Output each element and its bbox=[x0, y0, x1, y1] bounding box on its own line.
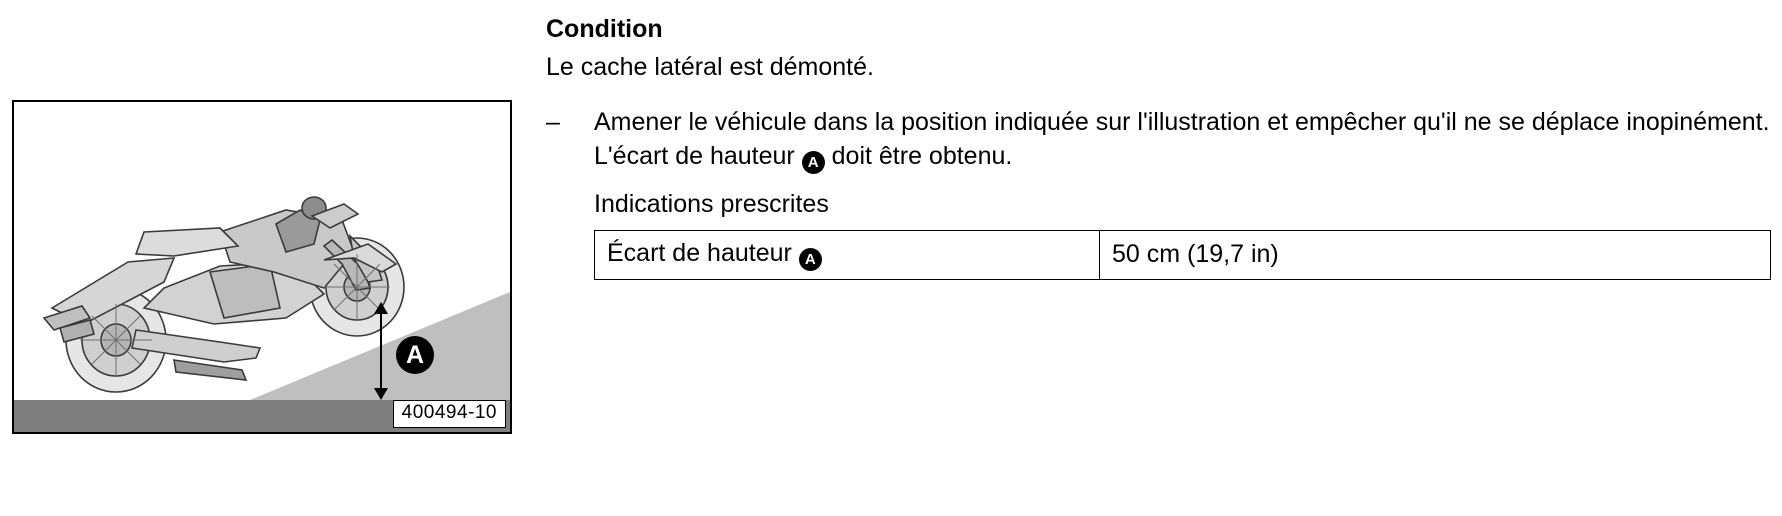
instruction-text-part2: doit être obtenu. bbox=[824, 141, 1013, 170]
table-label-text: Écart de hauteur bbox=[607, 239, 799, 267]
arrow-shaft bbox=[380, 310, 382, 392]
figure-inner bbox=[14, 102, 510, 432]
table-row bbox=[595, 231, 1771, 280]
specification-table bbox=[594, 230, 1771, 280]
table-callout-a: A bbox=[799, 248, 822, 271]
figure-panel bbox=[12, 100, 512, 434]
figure-id-label: 400494-10 bbox=[393, 400, 506, 428]
figure-callout-a: A bbox=[396, 336, 434, 374]
instruction-text-part1: Amener le véhicule dans la position indiquée sur l'illustration et empêcher qu'il ne se déplace inopinément. L'écart de hauteur bbox=[594, 107, 1770, 170]
instruction-text bbox=[594, 106, 1771, 174]
section-title: Condition bbox=[546, 15, 663, 43]
inline-callout-a: A bbox=[802, 151, 825, 174]
table-cell-label bbox=[595, 231, 1100, 280]
bullet-dash: – bbox=[546, 107, 560, 136]
instruction-bullet bbox=[546, 106, 1771, 174]
condition-text: Le cache latéral est démonté. bbox=[546, 53, 874, 82]
text-column bbox=[546, 14, 1771, 280]
table-cell-value: 50 cm (19,7 in) bbox=[1100, 231, 1771, 280]
specs-label: Indications prescrites bbox=[594, 189, 829, 218]
height-dimension-arrow bbox=[378, 302, 384, 400]
arrow-head-down-icon bbox=[374, 388, 388, 400]
